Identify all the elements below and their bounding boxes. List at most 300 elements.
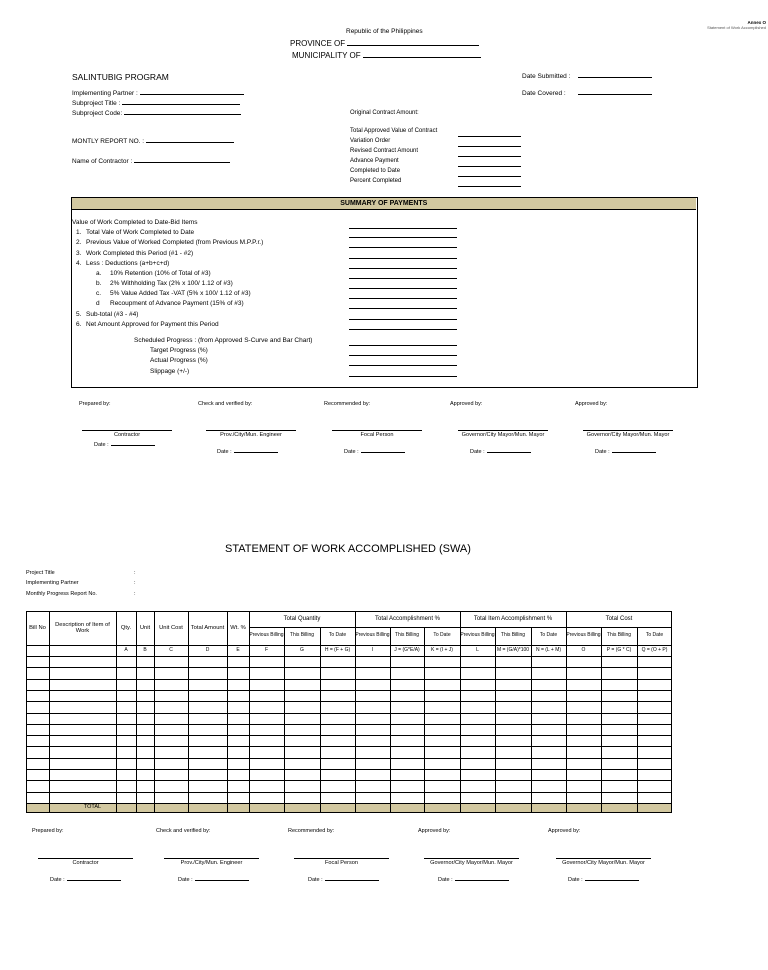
table-cell[interactable]: [461, 770, 494, 779]
table-cell[interactable]: [137, 747, 153, 756]
table-cell[interactable]: [250, 747, 283, 756]
table-cell[interactable]: [496, 714, 530, 723]
table-cell[interactable]: [250, 714, 283, 723]
monthly-report-field[interactable]: [72, 138, 234, 145]
table-cell[interactable]: [137, 702, 153, 711]
table-cell[interactable]: [356, 668, 389, 677]
summary-row-line[interactable]: [349, 258, 457, 259]
summary-row-line[interactable]: [349, 247, 457, 248]
table-cell[interactable]: [228, 668, 248, 677]
table-cell[interactable]: [250, 680, 283, 689]
table-cell[interactable]: [189, 657, 226, 666]
table-cell[interactable]: [532, 702, 565, 711]
summary-row-line[interactable]: [349, 298, 457, 299]
table-cell[interactable]: [496, 759, 530, 768]
table-cell[interactable]: [602, 736, 636, 745]
subproject-code-field[interactable]: [72, 110, 241, 117]
table-cell[interactable]: [391, 759, 423, 768]
signature-line[interactable]: [458, 430, 548, 431]
table-cell[interactable]: [602, 793, 636, 802]
table-cell[interactable]: [228, 702, 248, 711]
table-cell[interactable]: [228, 725, 248, 734]
table-cell[interactable]: [532, 680, 565, 689]
province-field[interactable]: [290, 39, 479, 48]
table-cell[interactable]: [250, 657, 283, 666]
table-cell[interactable]: [496, 702, 530, 711]
table-cell[interactable]: [117, 793, 135, 802]
table-cell[interactable]: [425, 759, 459, 768]
table-cell[interactable]: [425, 770, 459, 779]
date-label: Date :: [470, 449, 485, 455]
contractor-field[interactable]: [72, 158, 230, 165]
table-cell[interactable]: [285, 736, 319, 745]
summary-row-line[interactable]: [349, 288, 457, 289]
table-cell[interactable]: [189, 736, 226, 745]
table-cell[interactable]: [391, 793, 423, 802]
table-cell[interactable]: [425, 736, 459, 745]
table-cell[interactable]: [137, 793, 153, 802]
date-field[interactable]: [438, 877, 509, 883]
table-cell[interactable]: [602, 725, 636, 734]
table-cell[interactable]: [532, 668, 565, 677]
table-cell[interactable]: [189, 770, 226, 779]
table-cell[interactable]: [321, 680, 354, 689]
table-cell[interactable]: [321, 759, 354, 768]
table-cell[interactable]: [461, 680, 494, 689]
table-cell[interactable]: [638, 759, 671, 768]
table-cell[interactable]: [137, 736, 153, 745]
table-cell[interactable]: [602, 781, 636, 790]
table-cell[interactable]: [638, 691, 671, 700]
table-cell[interactable]: [461, 702, 494, 711]
table-cell[interactable]: [50, 736, 115, 745]
table-cell[interactable]: [137, 714, 153, 723]
table-cell[interactable]: [250, 702, 283, 711]
table-cell[interactable]: [250, 770, 283, 779]
table-cell[interactable]: [155, 781, 187, 790]
date-field[interactable]: [344, 449, 405, 455]
table-cell[interactable]: [117, 759, 135, 768]
table-cell[interactable]: [496, 793, 530, 802]
table-cell[interactable]: [567, 793, 600, 802]
summary-row-line[interactable]: [349, 308, 457, 309]
table-cell[interactable]: [250, 691, 283, 700]
table-cell[interactable]: [496, 680, 530, 689]
table-cell[interactable]: [391, 781, 423, 790]
table-cell[interactable]: [189, 680, 226, 689]
table-cell[interactable]: [638, 714, 671, 723]
table-cell[interactable]: [155, 702, 187, 711]
table-cell[interactable]: [285, 691, 319, 700]
table-cell[interactable]: [391, 657, 423, 666]
table-cell[interactable]: [461, 714, 494, 723]
table-cell[interactable]: [189, 759, 226, 768]
table-cell[interactable]: [532, 770, 565, 779]
date-field[interactable]: [308, 877, 379, 883]
municipality-field[interactable]: [292, 51, 481, 60]
table-cell[interactable]: [137, 668, 153, 677]
table-cell[interactable]: [228, 691, 248, 700]
table-cell[interactable]: [391, 736, 423, 745]
table-cell[interactable]: [50, 725, 115, 734]
header-sub: Previous Billing: [460, 632, 495, 639]
table-cell[interactable]: [567, 759, 600, 768]
table-cell[interactable]: [567, 680, 600, 689]
table-cell[interactable]: [567, 702, 600, 711]
table-cell[interactable]: [425, 793, 459, 802]
table-cell[interactable]: [27, 770, 48, 779]
contract-item-line[interactable]: [458, 146, 521, 147]
table-cell[interactable]: [137, 725, 153, 734]
table-cell[interactable]: [602, 657, 636, 666]
table-cell[interactable]: [602, 759, 636, 768]
table-cell[interactable]: [321, 668, 354, 677]
table-cell[interactable]: [285, 725, 319, 734]
table-cell[interactable]: [228, 714, 248, 723]
signatory-label: Check and verified by:: [156, 828, 211, 834]
table-cell[interactable]: [285, 781, 319, 790]
table-cell[interactable]: [638, 781, 671, 790]
subproject-title-field[interactable]: [72, 100, 240, 107]
table-cell[interactable]: [496, 781, 530, 790]
signature-line[interactable]: [164, 858, 259, 859]
table-cell[interactable]: [117, 680, 135, 689]
table-cell[interactable]: [356, 781, 389, 790]
table-cell[interactable]: [321, 702, 354, 711]
table-cell[interactable]: [285, 714, 319, 723]
summary-row-line[interactable]: [349, 278, 457, 279]
table-cell[interactable]: [602, 714, 636, 723]
table-cell[interactable]: [356, 759, 389, 768]
table-cell[interactable]: [155, 770, 187, 779]
table-cell[interactable]: [137, 680, 153, 689]
table-cell[interactable]: [638, 725, 671, 734]
table-cell[interactable]: [461, 736, 494, 745]
table-cell[interactable]: [117, 668, 135, 677]
table-cell[interactable]: [391, 725, 423, 734]
table-cell[interactable]: [285, 657, 319, 666]
table-cell[interactable]: [496, 747, 530, 756]
progress-line[interactable]: [349, 365, 457, 366]
table-cell[interactable]: [391, 702, 423, 711]
table-cell[interactable]: [638, 680, 671, 689]
table-cell[interactable]: [117, 714, 135, 723]
progress-line[interactable]: [349, 376, 457, 377]
table-cell[interactable]: [391, 680, 423, 689]
table-cell[interactable]: [602, 747, 636, 756]
table-cell[interactable]: [425, 691, 459, 700]
table-cell[interactable]: [638, 702, 671, 711]
contract-item-line[interactable]: [458, 156, 521, 157]
table-cell[interactable]: [461, 691, 494, 700]
table-cell[interactable]: [228, 770, 248, 779]
table-cell[interactable]: [117, 725, 135, 734]
table-cell[interactable]: [638, 770, 671, 779]
table-cell[interactable]: [532, 781, 565, 790]
table-cell[interactable]: [321, 714, 354, 723]
table-cell[interactable]: [356, 747, 389, 756]
table-cell[interactable]: [228, 759, 248, 768]
table-cell[interactable]: [532, 759, 565, 768]
table-cell[interactable]: [155, 668, 187, 677]
table-cell[interactable]: [321, 770, 354, 779]
table-cell[interactable]: [155, 657, 187, 666]
table-cell[interactable]: [189, 714, 226, 723]
signature-line[interactable]: [583, 430, 673, 431]
date-field[interactable]: [50, 877, 121, 883]
table-cell[interactable]: [155, 759, 187, 768]
table-cell[interactable]: [461, 781, 494, 790]
table-cell[interactable]: [567, 725, 600, 734]
table-cell[interactable]: [250, 668, 283, 677]
table-cell[interactable]: [285, 793, 319, 802]
table-cell[interactable]: [137, 691, 153, 700]
table-cell[interactable]: [496, 657, 530, 666]
table-cell[interactable]: [391, 770, 423, 779]
table-cell[interactable]: [117, 781, 135, 790]
table-cell[interactable]: [532, 747, 565, 756]
table-cell[interactable]: [567, 736, 600, 745]
table-cell[interactable]: [425, 657, 459, 666]
table-cell[interactable]: [602, 680, 636, 689]
table-cell[interactable]: [228, 680, 248, 689]
table-cell[interactable]: [496, 770, 530, 779]
table-cell[interactable]: [321, 781, 354, 790]
table-cell[interactable]: [50, 702, 115, 711]
date-covered-field[interactable]: [522, 90, 652, 97]
table-cell[interactable]: [461, 747, 494, 756]
table-cell[interactable]: [228, 781, 248, 790]
date-field[interactable]: [94, 442, 155, 448]
table-cell[interactable]: [356, 702, 389, 711]
table-cell[interactable]: [27, 702, 48, 711]
table-cell[interactable]: [137, 770, 153, 779]
signature-line[interactable]: [424, 858, 519, 859]
table-cell[interactable]: [27, 725, 48, 734]
table-cell[interactable]: [50, 770, 115, 779]
table-cell[interactable]: [638, 747, 671, 756]
table-cell[interactable]: [567, 781, 600, 790]
table-cell[interactable]: [250, 725, 283, 734]
table-cell[interactable]: [117, 736, 135, 745]
date-field[interactable]: [595, 449, 656, 455]
table-cell[interactable]: [638, 736, 671, 745]
table-cell[interactable]: [50, 691, 115, 700]
table-cell[interactable]: [50, 759, 115, 768]
table-cell[interactable]: [189, 781, 226, 790]
contract-item-line[interactable]: [458, 136, 521, 137]
table-cell[interactable]: [189, 691, 226, 700]
table-cell[interactable]: [250, 793, 283, 802]
table-cell[interactable]: [391, 691, 423, 700]
table-cell[interactable]: [602, 702, 636, 711]
table-cell[interactable]: [137, 759, 153, 768]
table-cell[interactable]: [391, 714, 423, 723]
table-cell[interactable]: [117, 691, 135, 700]
table-cell[interactable]: [391, 747, 423, 756]
table-cell[interactable]: [50, 657, 115, 666]
table-cell[interactable]: [567, 668, 600, 677]
table-cell[interactable]: [189, 725, 226, 734]
progress-line[interactable]: [349, 345, 457, 346]
table-cell[interactable]: [285, 668, 319, 677]
table-cell[interactable]: [189, 747, 226, 756]
table-cell[interactable]: [250, 759, 283, 768]
table-cell[interactable]: [496, 736, 530, 745]
table-cell[interactable]: [461, 793, 494, 802]
signature-line[interactable]: [82, 430, 172, 431]
table-cell[interactable]: [321, 793, 354, 802]
table-cell[interactable]: [356, 793, 389, 802]
table-cell[interactable]: [638, 793, 671, 802]
table-cell[interactable]: [27, 657, 48, 666]
signature-line[interactable]: [556, 858, 651, 859]
date-submitted-field[interactable]: [522, 73, 652, 80]
table-cell[interactable]: [356, 680, 389, 689]
table-cell[interactable]: [137, 781, 153, 790]
date-field[interactable]: [178, 877, 249, 883]
table-cell[interactable]: [425, 781, 459, 790]
date-line: [67, 880, 121, 881]
progress-line[interactable]: [349, 355, 457, 356]
table-cell[interactable]: [50, 714, 115, 723]
date-field[interactable]: [217, 449, 278, 455]
table-cell[interactable]: [137, 657, 153, 666]
table-cell[interactable]: [27, 668, 48, 677]
table-cell[interactable]: [321, 691, 354, 700]
table-cell[interactable]: [50, 781, 115, 790]
table-cell[interactable]: [321, 725, 354, 734]
table-cell[interactable]: [425, 714, 459, 723]
table-cell[interactable]: [27, 781, 48, 790]
table-cell[interactable]: [117, 770, 135, 779]
table-cell[interactable]: [496, 691, 530, 700]
table-cell[interactable]: [425, 668, 459, 677]
summary-row-line[interactable]: [349, 268, 457, 269]
table-cell[interactable]: [638, 668, 671, 677]
table-cell[interactable]: [425, 702, 459, 711]
table-cell[interactable]: [27, 736, 48, 745]
table-cell[interactable]: [27, 680, 48, 689]
contract-item-line[interactable]: [458, 176, 521, 177]
table-cell[interactable]: [391, 668, 423, 677]
table-cell[interactable]: [117, 747, 135, 756]
table-cell[interactable]: [228, 736, 248, 745]
table-cell[interactable]: [155, 680, 187, 689]
table-cell[interactable]: [189, 668, 226, 677]
table-cell[interactable]: [189, 793, 226, 802]
table-cell[interactable]: [638, 657, 671, 666]
table-cell[interactable]: [567, 714, 600, 723]
table-cell[interactable]: [496, 668, 530, 677]
table-cell[interactable]: [532, 691, 565, 700]
table-cell[interactable]: [285, 759, 319, 768]
signature-line[interactable]: [332, 430, 422, 431]
table-cell[interactable]: [285, 680, 319, 689]
table-cell[interactable]: [155, 714, 187, 723]
table-cell[interactable]: [321, 736, 354, 745]
table-cell[interactable]: [228, 657, 248, 666]
contract-item-line[interactable]: [458, 186, 521, 187]
table-cell[interactable]: [567, 691, 600, 700]
table-cell[interactable]: [602, 770, 636, 779]
table-cell[interactable]: [155, 725, 187, 734]
table-cell[interactable]: [27, 747, 48, 756]
table-cell[interactable]: [155, 691, 187, 700]
table-cell[interactable]: [425, 725, 459, 734]
table-cell[interactable]: [27, 759, 48, 768]
table-cell[interactable]: [285, 747, 319, 756]
date-field[interactable]: [470, 449, 531, 455]
summary-row-line[interactable]: [349, 319, 457, 320]
table-cell[interactable]: [356, 725, 389, 734]
date-field[interactable]: [568, 877, 639, 883]
summary-row-line[interactable]: [349, 237, 457, 238]
table-cell[interactable]: [50, 747, 115, 756]
table-cell[interactable]: [117, 657, 135, 666]
table-cell[interactable]: [250, 736, 283, 745]
table-cell[interactable]: [461, 725, 494, 734]
signature-line[interactable]: [38, 858, 133, 859]
table-cell[interactable]: [461, 657, 494, 666]
table-cell[interactable]: [189, 702, 226, 711]
table-cell[interactable]: [602, 691, 636, 700]
table-cell[interactable]: [532, 725, 565, 734]
table-cell[interactable]: [50, 668, 115, 677]
table-cell[interactable]: [532, 714, 565, 723]
table-cell[interactable]: [250, 781, 283, 790]
table-cell[interactable]: [155, 736, 187, 745]
table-cell[interactable]: [567, 657, 600, 666]
table-cell[interactable]: [425, 680, 459, 689]
table-cell[interactable]: [321, 657, 354, 666]
table-cell[interactable]: [285, 702, 319, 711]
table-cell[interactable]: [356, 714, 389, 723]
table-cell[interactable]: [356, 691, 389, 700]
signature-line[interactable]: [206, 430, 296, 431]
table-cell[interactable]: [602, 668, 636, 677]
summary-row-line[interactable]: [349, 329, 457, 330]
table-cell[interactable]: [50, 793, 115, 802]
table-cell[interactable]: [496, 725, 530, 734]
table-cell[interactable]: [117, 702, 135, 711]
table-cell[interactable]: [285, 770, 319, 779]
table-cell[interactable]: [155, 793, 187, 802]
table-cell[interactable]: [228, 747, 248, 756]
contract-item-line[interactable]: [458, 166, 521, 167]
table-cell[interactable]: [356, 770, 389, 779]
table-cell[interactable]: [425, 747, 459, 756]
table-cell[interactable]: [27, 714, 48, 723]
table-cell[interactable]: [532, 657, 565, 666]
table-cell[interactable]: [27, 793, 48, 802]
table-cell[interactable]: [532, 736, 565, 745]
table-cell[interactable]: [27, 691, 48, 700]
table-cell[interactable]: [155, 747, 187, 756]
table-cell[interactable]: [356, 736, 389, 745]
signature-line[interactable]: [294, 858, 389, 859]
implementing-partner-field[interactable]: [72, 90, 244, 97]
table-cell[interactable]: [50, 680, 115, 689]
table-cell[interactable]: [461, 668, 494, 677]
table-cell[interactable]: [321, 747, 354, 756]
table-cell[interactable]: [228, 793, 248, 802]
table-cell[interactable]: [461, 759, 494, 768]
table-cell[interactable]: [356, 657, 389, 666]
table-cell[interactable]: [532, 793, 565, 802]
table-cell[interactable]: [567, 770, 600, 779]
table-cell[interactable]: [567, 747, 600, 756]
